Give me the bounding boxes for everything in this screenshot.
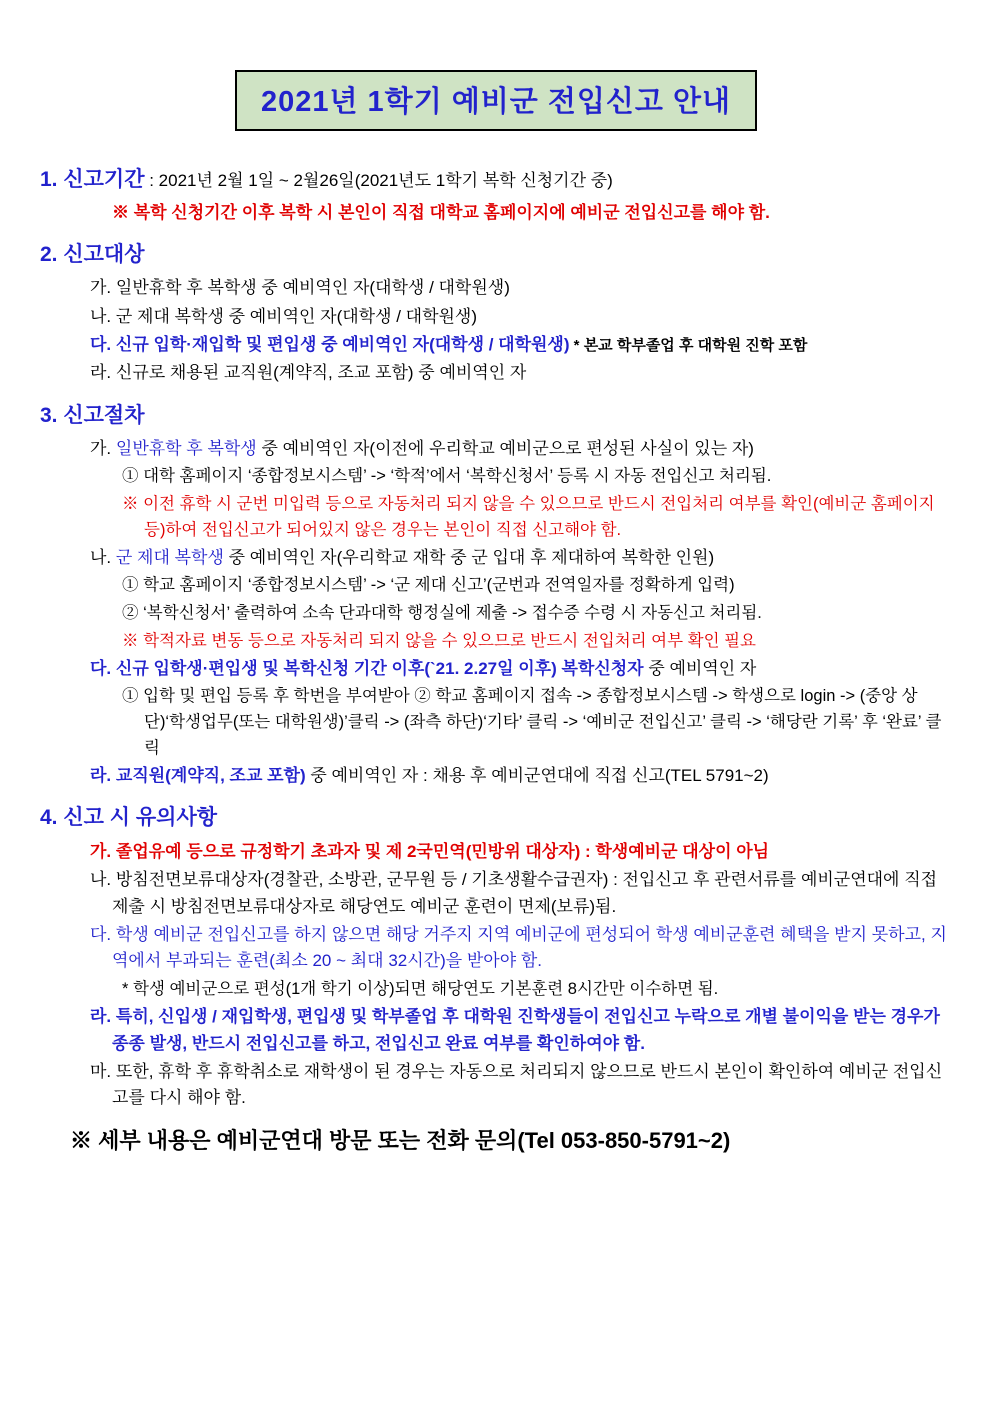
list-item [90, 332, 952, 358]
item-text: 중 예비역인 자(이전에 우리학교 예비군으로 편성된 사실이 있는 자) [256, 439, 754, 459]
section-2-number: 2. [40, 242, 58, 266]
item-marker: ② [122, 603, 139, 622]
list-item [90, 922, 952, 975]
item-text: 대학 홈페이지 ‘종합정보시스템’ -> ‘학적’에서 ‘복학신청서’ 등록 시 자동 전입신고 처리됨. [143, 467, 772, 486]
item-marker: 나. [90, 306, 112, 326]
item-marker: 마. [90, 1061, 112, 1081]
section-4-heading [40, 803, 952, 832]
list-item [122, 977, 952, 1003]
item-text: 신규로 채용된 교직원(계약직, 조교 포함) 중 예비역인 자 [115, 363, 527, 383]
list-item [90, 275, 952, 301]
section-4-number: 4. [40, 806, 58, 830]
section-3-heading [40, 401, 952, 430]
section-3 [40, 401, 952, 790]
section-2 [40, 240, 952, 387]
item-marker: 나. [90, 548, 112, 568]
list-item [90, 304, 952, 330]
item-text: 학교 홈페이지 ‘종합정보시스템’ -> ‘군 제대 신고’(군번과 전역일자를 정확하게 입력) [143, 576, 735, 595]
item-text: 특히, 신입생 / 재입학생, 편입생 및 학부졸업 후 대학원 진학생들이 전입신고 누락으로 개별 불이익을 받는 경우가 종종 발생, 반드시 전입신고를 하고, 전입신고 완료 여부를 확인하여야 함. [112, 1007, 940, 1053]
section-1-notice: ※ 복학 신청기간 이후 복학 시 본인이 직접 대학교 홈페이지에 예비군 전입신고를 해야 함. [112, 203, 770, 223]
section-1-period: : 2021년 2월 1일 ~ 2월26일(2021년도 1학기 복학 신청기간 중) [144, 171, 613, 190]
item-marker: 가. [90, 278, 112, 298]
item-lead: 교직원(계약직, 조교 포함) [115, 766, 306, 786]
item-lead: 일반휴학 후 복학생 [115, 439, 257, 459]
item-text: 학생 예비군 전입신고를 하지 않으면 해당 거주지 지역 예비군에 편성되어 학생 예비군훈련 혜택을 받지 못하고, 지역에서 부과되는 훈련(최소 20 ~ 최대 32시간)을 받아야 함. [112, 924, 947, 971]
list-item [122, 629, 952, 655]
item-text: 또한, 휴학 후 휴학취소로 재학생이 된 경우는 자동으로 처리되지 않으므로 반드시 본인이 확인하여 예비군 전입신고를 다시 해야 함. [112, 1061, 943, 1108]
list-item [90, 867, 952, 920]
item-text: 군 제대 복학생 중 예비역인 자(대학생 / 대학원생) [115, 306, 478, 326]
item-marker: 다. [90, 924, 112, 944]
item-marker: 나. [90, 870, 112, 890]
item-text-tail: * 본교 학부졸업 후 대학원 진학 포함 [569, 336, 808, 354]
item-text: 이전 휴학 시 군번 미입력 등으로 자동처리 되지 않을 수 있으므로 반드시 전입처리 여부를 확인(예비군 홈페이지 등)하여 전입신고가 되어있지 않은 경우는 본인이 직접 신고해야 함. [143, 494, 935, 539]
list-item [122, 684, 952, 761]
list-item [122, 492, 952, 543]
item-text: 중 예비역인 자(우리학교 재학 중 군 입대 후 제대하여 복학한 인원) [223, 548, 715, 568]
list-item [90, 1004, 952, 1057]
item-marker: 라. [90, 363, 112, 383]
item-marker: ① [122, 687, 139, 706]
item-text: 입학 및 편입 등록 후 학번을 부여받아 ② 학교 홈페이지 접속 -> 종합정보시스템 -> 학생으로 login -> (중앙 상단)‘학생업무(또는 대학원생)’클릭 -> (좌측 하단)‘기타’ 클릭 -> ‘예비군 전입신고’ 클릭 -> ‘해당란 기록’ 후 ‘완료’ 클릭 [143, 687, 942, 757]
item-text: ‘복학신청서’ 출력하여 소속 단과대학 행정실에 제출 -> 접수증 수령 시 자동신고 처리됨. [143, 603, 762, 622]
section-3-number: 3. [40, 403, 58, 427]
item-text: 중 예비역인 자 : 채용 후 예비군연대에 직접 신고(TEL 5791~2) [305, 766, 769, 786]
section-2-title: 신고대상 [63, 242, 145, 266]
list-item [122, 573, 952, 599]
item-text: 일반휴학 후 복학생 중 예비역인 자(대학생 / 대학원생) [115, 278, 510, 298]
item-lead: 신규 입학생·편입생 및 복학신청 기간 이후(`21. 2.27일 이후) 복학신청자 [115, 659, 644, 679]
title-container [40, 70, 952, 131]
item-marker: ① [122, 576, 139, 595]
section-3-title: 신고절차 [63, 403, 145, 427]
section-4 [40, 803, 952, 1111]
item-text: 학적자료 변동 등으로 자동처리 되지 않을 수 있으므로 반드시 전입처리 여부 확인 필요 [143, 631, 756, 650]
list-item [90, 656, 952, 682]
list-item [90, 1059, 952, 1112]
item-marker: 라. [90, 1007, 112, 1027]
item-text: 학생 예비군으로 편성(1개 학기 이상)되면 해당연도 기본훈련 8시간만 이수하면 됨. [133, 979, 719, 998]
list-item [122, 601, 952, 627]
item-marker: 라. [90, 766, 112, 786]
item-marker: 가. [90, 439, 112, 459]
item-text: 방침전면보류대상자(경찰관, 소방관, 군무원 등 / 기초생활수급권자) : 전입신고 후 관련서류를 예비군연대에 직접 제출 시 방침전면보류대상자로 해당연도 예비군 훈련이 면제(보류)됨. [112, 870, 938, 916]
item-text: 중 예비역인 자 [643, 659, 757, 679]
item-marker: ① [122, 467, 139, 486]
item-lead: 군 제대 복학생 [115, 548, 224, 568]
page-title: 2021년 1학기 예비군 전입신고 안내 [260, 86, 732, 118]
section-1-heading [40, 165, 952, 194]
section-1-number: 1. [40, 168, 58, 191]
section-1-title: 신고기간 [63, 168, 145, 191]
footer-note: ※ 세부 내용은 예비군연대 방문 또는 전화 문의(Tel 053-850-5791~2) [70, 1127, 731, 1153]
item-marker: 다. [90, 334, 112, 354]
item-marker: ※ [122, 631, 139, 650]
item-text: 신규 입학·재입학 및 편입생 중 예비역인 자(대학생 / 대학원생) [115, 334, 570, 354]
section-2-heading [40, 240, 952, 269]
section-1 [40, 165, 952, 226]
item-marker: ※ [122, 494, 139, 513]
item-marker: * [122, 979, 129, 998]
list-item [90, 436, 952, 462]
list-item [90, 545, 952, 571]
section-4-title: 신고 시 유의사항 [63, 806, 218, 830]
item-marker: 가. [90, 841, 112, 861]
list-item [90, 763, 952, 789]
list-item [90, 839, 952, 865]
list-item [122, 464, 952, 490]
list-item [90, 360, 952, 386]
title-box [235, 70, 757, 131]
item-marker: 다. [90, 659, 112, 679]
item-text: 졸업유예 등으로 규정학기 초과자 및 제 2국민역(민방위 대상자) : 학생예비군 대상이 아님 [115, 841, 770, 861]
